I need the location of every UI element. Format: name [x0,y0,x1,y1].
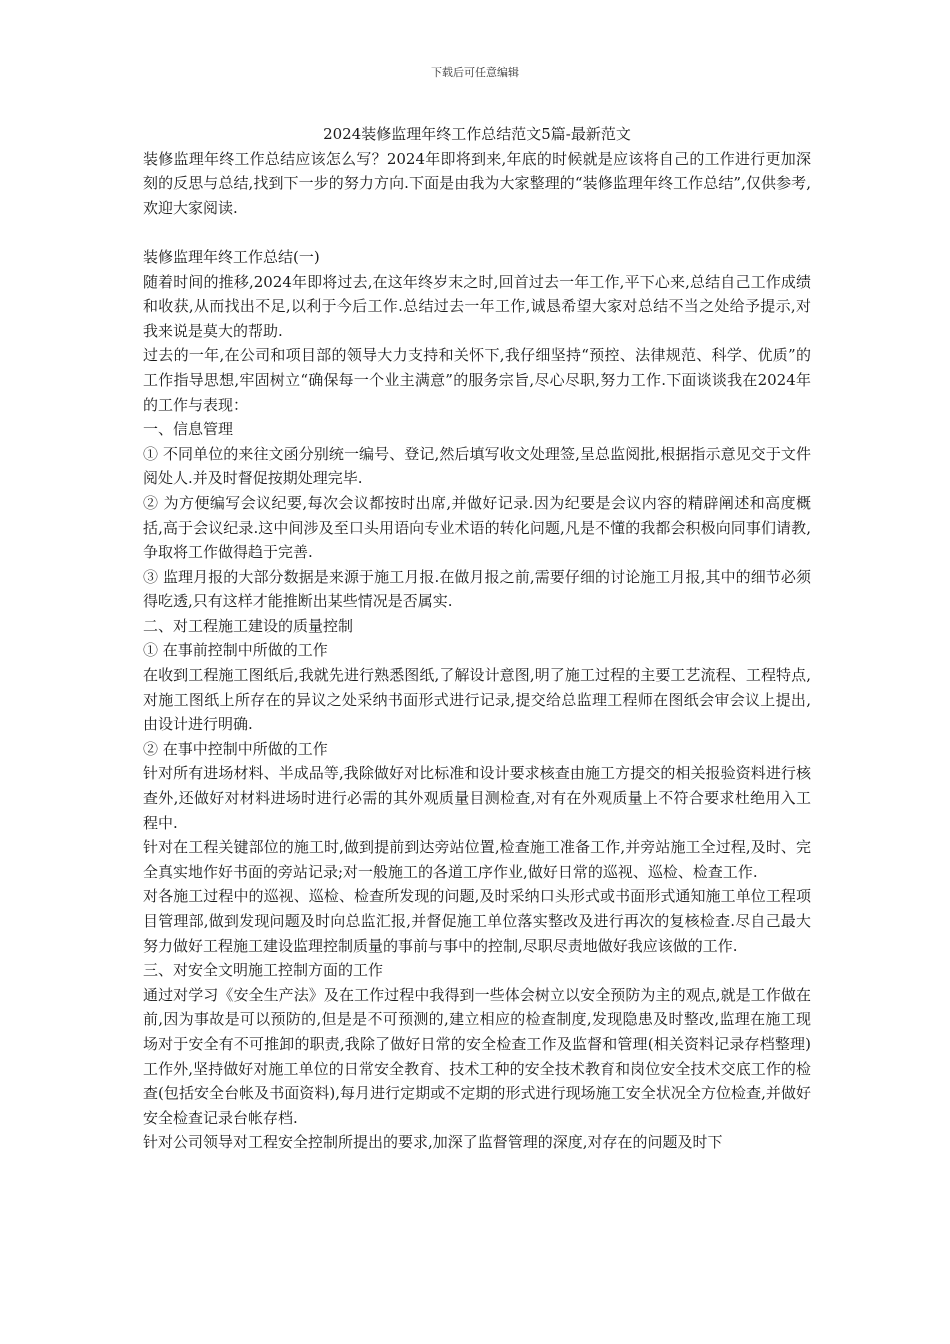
body-paragraph: 通过对学习《安全生产法》及在工作过程中我得到一些体会树立以安全预防为主的观点,就是工作做在前,因为事故是可以预防的,但是是不可预测的,建立相应的检查制度,发现隐患及时整改,监理在施工现场对于安全有不可推卸的职责,我除了做好日常的安全检查工作及监督和管理(相关资料记录存档整理)工作外,坚持做好对施工单位的日常安全教育、技术工种的安全技术教育和岗位安全技术交底工作的检查(包括安全台帐及书面资料),每月进行定期或不定期的形式进行现场施工安全状况全方位检查,并做好安全检查记录台帐存档. [143,985,811,1127]
blank-line [143,220,811,245]
subheading-quality-control: 二、对工程施工建设的质量控制 [143,616,354,635]
subheading-info-management: 一、信息管理 [143,420,234,439]
body-paragraph: 针对公司领导对工程安全控制所提出的要求,加深了监督管理的深度,对存在的问题及时下 [143,1133,723,1152]
list-item: ① 在事前控制中所做的工作 [143,641,328,660]
list-item: ③ 监理月报的大部分数据是来源于施工月报.在做月报之前,需要仔细的讨论施工月报,其中的细节必须得吃透,只有这样才能推断出某些情况是否属实. [143,567,811,611]
page-header: 下载后可任意编辑 [431,66,519,79]
body-paragraph: 对各施工过程中的巡视、巡检、检查所发现的问题,及时采纳口头形式或书面形式通知施工单位工程项目管理部,做到发现问题及时向总监汇报,并督促施工单位落实整改及进行再次的复核检查.尽自己最大努力做好工程施工建设监理控制质量的事前与事中的控制,尽职尽责地做好我应该做的工作. [143,887,811,955]
body-paragraph: 随着时间的推移,2024年即将过去,在这年终岁末之时,回首过去一年工作,平下心来,总结自己工作成绩和收获,从而找出不足,以利于今后工作.总结过去一年工作,诚恳希望大家对总结不当之处给予提示,对我来说是莫大的帮助. [143,272,811,340]
body-paragraph: 针对在工程关键部位的施工时,做到提前到达旁站位置,检查施工准备工作,并旁站施工全过程,及时、完全真实地作好书面的旁站记录;对一般施工的各道工序作业,做好日常的巡视、巡检、检查工作. [143,838,811,881]
list-item: ① 不同单位的来往文函分别统一编号、登记,然后填写收文处理签,呈总监阅批,根据指示意见交于文件阅处人.并及时督促按期处理完毕. [143,444,811,488]
list-item: ② 在事中控制中所做的工作 [143,739,328,758]
intro-paragraph: 装修监理年终工作总结应该怎么写？2024年即将到来,年底的时候就是应该将自己的工作进行更加深刻的反思与总结,找到下一步的努力方向.下面是由我为大家整理的“装修监理年终工作总结”,仅供参考,欢迎大家阅读. [143,149,811,217]
document-title: 2024装修监理年终工作总结范文5篇-最新范文 [323,125,631,143]
body-paragraph: 在收到工程施工图纸后,我就先进行熟悉图纸,了解设计意图,明了施工过程的主要工艺流程、工程特点,对施工图纸上所存在的异议之处采纳书面形式进行记录,提交给总监理工程师在图纸会审会议上提出,由设计进行明确. [143,666,811,734]
body-paragraph: 针对所有进场材料、半成品等,我除做好对比标准和设计要求核查由施工方提交的相关报验资料进行核查外,还做好对材料进场时进行必需的其外观质量目测检查,对有在外观质量上不符合要求杜绝用入工程中. [143,764,811,832]
list-item: ② 为方便编写会议纪要,每次会议都按时出席,并做好记录.因为纪要是会议内容的精辟阐述和高度概括,高于会议纪录.这中间涉及至口头用语向专业术语的转化问题,凡是不懂的我都会积极向同事们请教,争取将工作做得趋于完善. [143,493,811,562]
section-heading-summary-1: 装修监理年终工作总结(一) [143,247,320,266]
subheading-safety-control: 三、对安全文明施工控制方面的工作 [143,961,384,980]
body-paragraph: 过去的一年,在公司和项目部的领导大力支持和关怀下,我仔细坚持“预控、法律规范、科学、优质”的工作指导思想,牢固树立“确保每一个业主满意”的服务宗旨,尽心尽职,努力工作.下面谈谈我在2024年的工作与表现： [143,346,811,414]
document-body [143,122,811,1155]
